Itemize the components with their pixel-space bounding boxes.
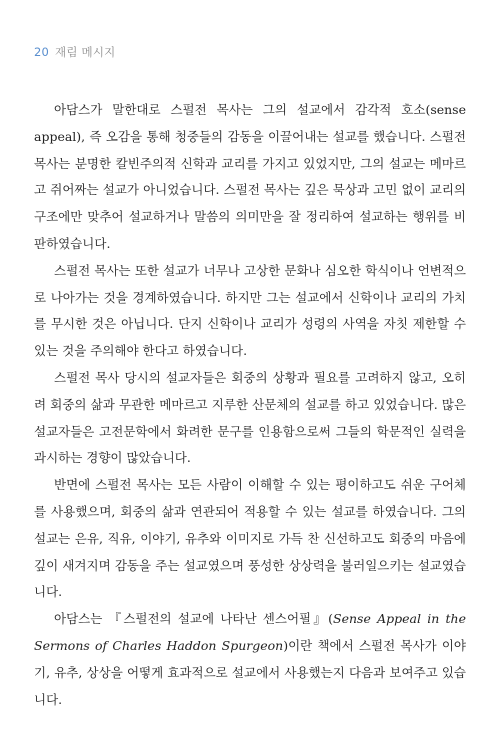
book-reference-text-before: 아담스는 『스펄전의 설교에 나타난 센스어필』( [54, 611, 334, 627]
paragraph-book-reference [34, 606, 466, 713]
paragraph-plain-language: 반면에 스펄전 목사는 모든 사람이 이해할 수 있는 평이하고도 쉬운 구어체를 사용했으며, 회중의 삶과 연관되어 적용할 수 있는 설교를 하였습니다. 그의 설교는 은유, 직유, 이야기, 유추와 이미지로 가득 찬 신선하고도 회중의 마음에 깊이 새겨지며 감동을 주는 설교였으며 풍성한 상상력을 불러일으키는 설교였습니다. [34, 477, 466, 600]
body-text [34, 97, 466, 713]
paragraph-contemporary-preachers: 스펄전 목사 당시의 설교자들은 회중의 상황과 필요를 고려하지 않고, 오히려 회중의 삶과 무관한 메마르고 지루한 산문체의 설교를 하고 있었습니다. 많은 설교자들은 고전문학에서 화려한 문구를 인용함으로써 그들의 학문적인 실력을 과시하는 경향이 많았습니다. [34, 369, 466, 466]
paragraph-caution-against-erudition: 스펄전 목사는 또한 설교가 너무나 고상한 문화나 심오한 학식이나 언변적으로 나아가는 것을 경계하였습니다. 하지만 그는 설교에서 신학이나 교리의 가치를 무시한 것은 아닙니다. 단지 신학이나 교리가 성령의 사역을 자칫 제한할 수 있는 것을 주의해야 한다고 하였습니다. [34, 262, 466, 359]
running-header [34, 44, 115, 60]
paragraph-sense-appeal: 아담스가 말한대로 스펄전 목사는 그의 설교에서 감각적 호소(sense appeal), 즉 오감을 통해 청중들의 감동을 이끌어내는 설교를 했습니다. 스펄전 목사는 분명한 칼빈주의적 신학과 교리를 가지고 있었지만, 그의 설교는 메마르고 쥐어짜는 설교가 아니었습니다. 스펄전 목사는 깊은 묵상과 고민 없이 교리의 구조에만 맞추어 설교하거나 말씀의 의미만을 잘 정리하여 설교하는 행위를 비판하였습니다. [34, 102, 466, 251]
book-title-english: Sense Appeal in the Sermons of Charles Haddon Spurgeon [34, 611, 466, 653]
book-reference-text-after: )이란 책에서 스펄전 목사가 이야기, 유추, 상상을 어떻게 효과적으로 설교에서 사용했는지 다음과 보여주고 있습니다. [34, 637, 466, 707]
running-title: 재림 메시지 [55, 45, 116, 59]
page-number: 20 [34, 45, 50, 59]
